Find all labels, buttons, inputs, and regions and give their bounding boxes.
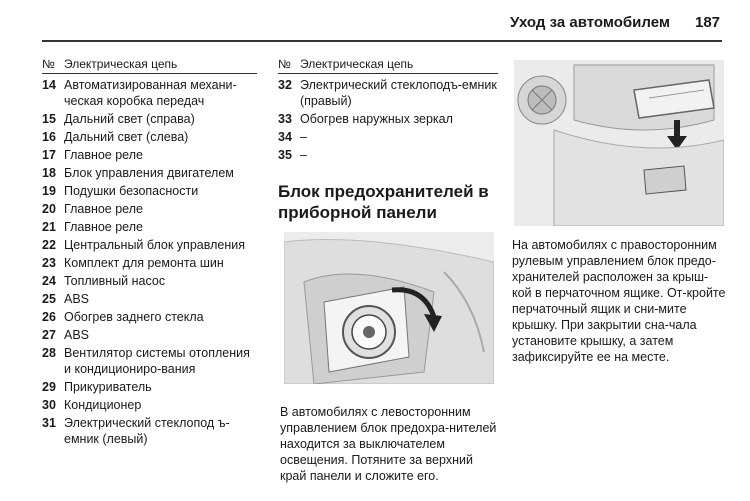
table-row bbox=[278, 147, 498, 163]
fuse-circuit: – bbox=[300, 130, 307, 144]
fuse-number: 29 bbox=[42, 380, 56, 394]
fuse-circuit: Главное реле bbox=[64, 202, 143, 216]
fuse-number: 31 bbox=[42, 416, 56, 430]
fuse-circuit: Главное реле bbox=[64, 220, 143, 234]
table-row bbox=[42, 291, 257, 307]
fuse-number: 19 bbox=[42, 184, 56, 198]
header-rule bbox=[42, 40, 722, 42]
fuse-number: 22 bbox=[42, 238, 56, 252]
fuse-circuit: ABS bbox=[64, 292, 90, 306]
fuse-circuit: Прикуриватель bbox=[64, 380, 152, 394]
fuse-circuit: Блок управления двигателем bbox=[64, 166, 234, 180]
fuse-number: 35 bbox=[278, 148, 292, 162]
table-row bbox=[42, 165, 257, 181]
table-row bbox=[42, 379, 257, 395]
fuse-circuit: Обогрев заднего стекла bbox=[64, 310, 204, 324]
fuse-number: 14 bbox=[42, 78, 56, 92]
header-no: № bbox=[278, 57, 291, 71]
fuse-circuit: Электрический стеклопод ъ-емник (левый) bbox=[64, 416, 230, 446]
fuse-circuit: Электрический стеклоподъ-емник (правый) bbox=[300, 78, 497, 108]
fuse-number: 28 bbox=[42, 346, 56, 360]
header-circuit: Электрическая цепь bbox=[300, 57, 414, 71]
header-circuit: Электрическая цепь bbox=[64, 57, 178, 71]
fuse-circuit: Центральный блок управления bbox=[64, 238, 245, 252]
fuse-circuit: Обогрев наружных зеркал bbox=[300, 112, 453, 126]
table-row bbox=[42, 415, 257, 447]
fuse-circuit: Кондиционер bbox=[64, 398, 142, 412]
fuse-number: 24 bbox=[42, 274, 56, 288]
fuse-circuit: – bbox=[300, 148, 307, 162]
table-row bbox=[42, 201, 257, 217]
table-row bbox=[42, 327, 257, 343]
illustration-light-switch-panel bbox=[284, 232, 494, 384]
fuse-circuit: ABS bbox=[64, 328, 90, 342]
table-row bbox=[42, 183, 257, 199]
illustration-glovebox-cover bbox=[514, 60, 724, 226]
page-number: 187 bbox=[695, 14, 721, 31]
light-switch-illustration bbox=[284, 232, 494, 384]
table-row bbox=[278, 111, 498, 127]
table-header bbox=[42, 56, 257, 74]
fuse-number: 20 bbox=[42, 202, 56, 216]
table-row bbox=[42, 273, 257, 289]
header-title: Уход за автомобилем bbox=[510, 14, 670, 31]
table-row bbox=[42, 237, 257, 253]
fuse-number: 34 bbox=[278, 130, 292, 144]
fuse-number: 33 bbox=[278, 112, 292, 126]
section-heading: Блок предохранителей в приборной панели bbox=[278, 182, 489, 222]
fuse-circuit: Автоматизированная механи-ческая коробка передач bbox=[64, 78, 237, 108]
fuse-number: 27 bbox=[42, 328, 56, 342]
paragraph-left-hand-drive: В автомобилях с левосторонним управлением блок предохра-нителей находится за выключателем освещения. Потяните за верхний край панели и сложите его. bbox=[280, 405, 497, 483]
fuse-table-middle bbox=[278, 56, 498, 223]
table-row bbox=[42, 77, 257, 109]
fuse-number: 26 bbox=[42, 310, 56, 324]
fuse-number: 16 bbox=[42, 130, 56, 144]
table-row bbox=[42, 309, 257, 325]
fuse-number: 15 bbox=[42, 112, 56, 126]
fuse-circuit: Топливный насос bbox=[64, 274, 166, 288]
fuse-circuit: Дальний свет (справа) bbox=[64, 112, 195, 126]
fuse-number: 18 bbox=[42, 166, 56, 180]
table-row bbox=[42, 255, 257, 271]
table-row bbox=[278, 129, 498, 145]
glovebox-illustration bbox=[514, 60, 724, 226]
table-row bbox=[278, 77, 498, 109]
fuse-number: 32 bbox=[278, 78, 292, 92]
table-header bbox=[278, 56, 498, 74]
table-row bbox=[42, 111, 257, 127]
fuse-number: 25 bbox=[42, 292, 56, 306]
fuse-table-left bbox=[42, 56, 257, 449]
fuse-circuit: Главное реле bbox=[64, 148, 143, 162]
fuse-number: 23 bbox=[42, 256, 56, 270]
fuse-circuit: Комплект для ремонта шин bbox=[64, 256, 224, 270]
fuse-number: 21 bbox=[42, 220, 56, 234]
fuse-number: 17 bbox=[42, 148, 56, 162]
table-row bbox=[42, 219, 257, 235]
table-row bbox=[42, 147, 257, 163]
fuse-circuit: Дальний свет (слева) bbox=[64, 130, 189, 144]
fuse-number: 30 bbox=[42, 398, 56, 412]
fuse-circuit: Вентилятор системы отопления и кондициониро-вания bbox=[64, 346, 250, 376]
table-row bbox=[42, 397, 257, 413]
table-row bbox=[42, 129, 257, 145]
fuse-circuit: Подушки безопасности bbox=[64, 184, 199, 198]
table-row bbox=[42, 345, 257, 377]
paragraph-right-hand-drive: На автомобилях с правосторонним рулевым управлением блок предо-хранителей расположен за крыш-кой в перчаточном ящике. От-кройте перчаточный ящик и сни-мите крышку. При закрытии сна-чала установите крышку, а затем зафиксируйте ее на месте. bbox=[512, 238, 726, 364]
header-no: № bbox=[42, 57, 55, 71]
